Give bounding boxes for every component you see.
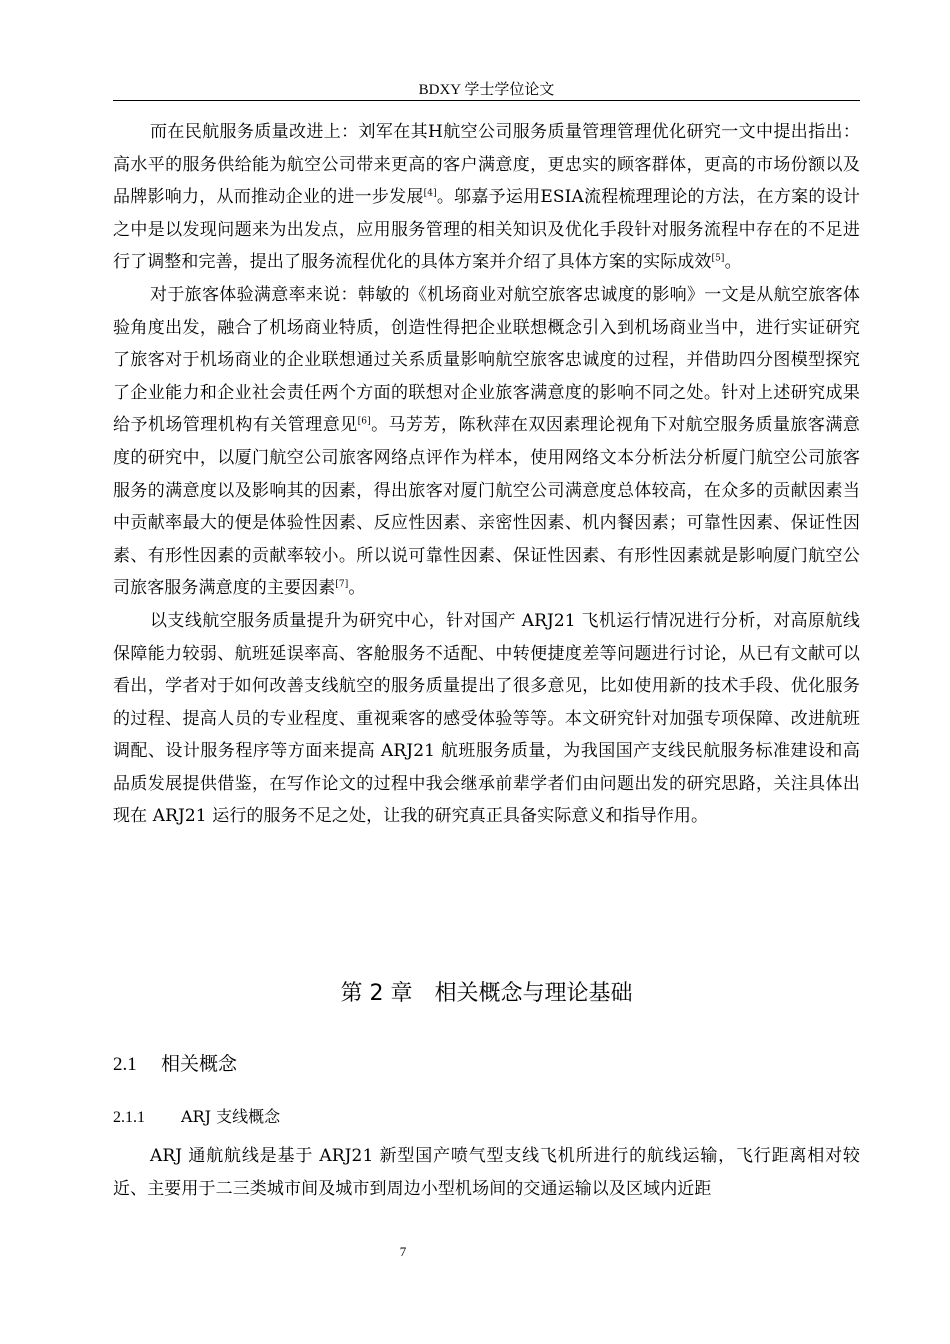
paragraph-1-text-2: 。邬嘉予运用ESIA流程梳理理论的方法，在方案的设计之中是以发现问题来为出发点，应用服务管理的相关知识及优化手段针对服务流程中存在的不足进行了调整和完善，提出了服务流程优化的具体方案并介绍了具体方案的实际成效	[113, 187, 860, 273]
body-text-continued	[113, 1140, 860, 1205]
subsection-heading	[113, 1104, 280, 1127]
citation-ref: [7]	[335, 579, 349, 590]
paragraph-4: ARJ 通航航线是基于 ARJ21 新型国产喷气型支线飞机所进行的航线运输，飞行距离相对较近、主要用于二三类城市间及城市到周边小型机场间的交通运输以及区域内近距	[113, 1146, 860, 1199]
paragraph-2-text-2: 。马芳芳，陈秋萍在双因素理论视角下对航空服务质量旅客满意度的研究中，以厦门航空公司旅客网络点评作为样本，使用网络文本分析法分析厦门航空公司旅客服务的满意度以及影响其的因素，得出旅客对厦门航空公司满意度总体较高，在众多的贡献因素当中贡献率最大的便是体验性因素、反应性因素、亲密性因素、机内餐因素；可靠性因素、保证性因素、有形性因素的贡献率较小。所以说可靠性因素、保证性因素、有形性因素就是影响厦门航空公司旅客服务满意度的主要因素	[113, 415, 860, 599]
citation-ref: [4]	[423, 188, 437, 199]
paragraph-2	[113, 279, 860, 605]
paragraph-1-text: 而在民航服务质量改进上：刘军在其H航空公司服务质量管理管理优化研究一文中提出指出：高水平的服务供给能为航空公司带来更高的客户满意度，更忠实的顾客群体，更高的市场份额以及品牌影响力，从而推动企业的进一步发展	[113, 122, 860, 208]
citation-ref: [6]	[357, 416, 371, 427]
header-rule	[113, 100, 860, 101]
chapter-heading	[113, 976, 860, 1007]
running-header: BDXY 学士学位论文	[418, 82, 555, 98]
subsection-title: ARJ 支线概念	[181, 1107, 281, 1126]
paragraph-2-text: 对于旅客体验满意率来说：韩敏的《机场商业对航空旅客忠诚度的影响》一文是从航空旅客体验角度出发，融合了机场商业特质，创造性得把企业联想概念引入到机场商业当中，进行实证研究了旅客对于机场商业的企业联想通过关系质量影响航空旅客忠诚度的过程，并借助四分图模型探究了企业能力和企业社会责任两个方面的联想对企业旅客满意度的影响不同之处。针对上述研究成果给予机场管理机构有关管理意见	[113, 284, 860, 436]
section-title: 相关概念	[161, 1053, 238, 1075]
body-text	[113, 116, 860, 833]
paragraph-3-text: 以支线航空服务质量提升为研究中心，针对国产 ARJ21 飞机运行情况进行分析，对高原航线保障能力较弱、航班延误率高、客舱服务不适配、中转便捷度差等问题进行讨论，从已有文献可以看出，学者对于如何改善支线航空的服务质量提出了很多意见，比如使用新的技术手段、优化服务的过程、提高人员的专业程度、重视乘客的感受体验等等。本文研究针对加强专项保障、改进航班调配、设计服务程序等方面来提高 ARJ21 航班服务质量，为我国国产支线民航服务标准建设和高品质发展提供借鉴，在写作论文的过程中我会继承前辈学者们由问题出发的研究思路，关注具体出现在 ARJ21 运行的服务不足之处，让我的研究真正具备实际意义和指导作用。	[113, 610, 860, 827]
page-number: 7	[399, 1244, 407, 1259]
chapter-title: 相关概念与理论基础	[434, 981, 633, 1006]
section-number: 2.1	[113, 1054, 137, 1075]
paragraph-2-text-3: 。	[348, 578, 366, 599]
paragraph-1-text-3: 。	[724, 252, 742, 273]
section-heading	[113, 1049, 237, 1076]
paragraph-3	[113, 605, 860, 833]
paragraph-1	[113, 116, 860, 279]
citation-ref: [5]	[711, 253, 725, 264]
chapter-number: 第 2 章	[340, 981, 413, 1006]
subsection-number: 2.1.1	[113, 1109, 145, 1126]
